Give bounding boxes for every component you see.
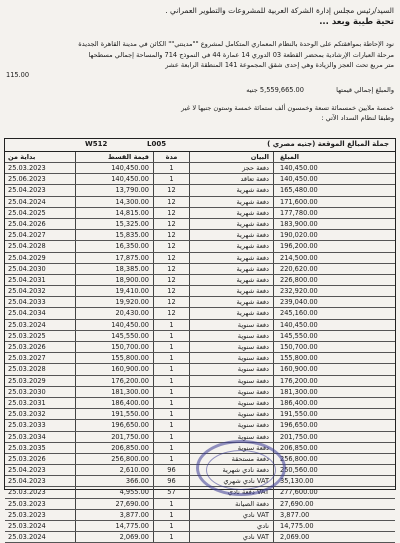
table-row xyxy=(5,297,395,308)
payment-plan-intro: وطبقا لنظام السداد الآتي : xyxy=(321,114,394,122)
total-line xyxy=(246,86,394,95)
cell-amount: 239,040.00 xyxy=(273,297,395,307)
cell-amount: 256,800.00 xyxy=(273,454,395,464)
cell-description: دفعة شهرية xyxy=(189,219,273,229)
cell-duration: 1 xyxy=(153,364,189,374)
cell-amount: 250,560.00 xyxy=(273,465,395,475)
cell-installment: 155,800.00 xyxy=(75,353,153,363)
table-row xyxy=(5,409,395,420)
cell-installment: 366.00 xyxy=(75,476,153,486)
cell-duration: 1 xyxy=(153,521,189,531)
cell-duration: 1 xyxy=(153,510,189,520)
cell-duration: 1 xyxy=(153,443,189,453)
cell-amount: 171,600.00 xyxy=(273,197,395,207)
table-row xyxy=(5,308,395,319)
cell-date: 25.04.2033 xyxy=(8,298,46,307)
cell-duration: 96 xyxy=(153,476,189,486)
cell-date: 25.04.2023 xyxy=(8,477,46,486)
cell-installment: 140,450.00 xyxy=(75,163,153,173)
cell-installment: 19,410.00 xyxy=(75,286,153,296)
cell-date: 25.03.2025 xyxy=(8,331,46,340)
cell-date: 25.03.2035 xyxy=(8,443,46,452)
cell-amount: 196,200.00 xyxy=(273,241,395,251)
cell-amount: 140,450.00 xyxy=(273,174,395,184)
table-row xyxy=(5,197,395,208)
cell-installment: 206,850.00 xyxy=(75,443,153,453)
table-row xyxy=(5,320,395,331)
cell-installment: 256,800.00 xyxy=(75,454,153,464)
table-header-row xyxy=(5,152,395,163)
cell-date: 25.03.2028 xyxy=(8,365,46,374)
total-currency: جنيه xyxy=(246,86,258,94)
table-body xyxy=(5,163,395,543)
cell-description: دفعة شهرية xyxy=(189,297,273,307)
cell-description: دفعة شهرية xyxy=(189,308,273,318)
cell-date: 25.04.2028 xyxy=(8,242,46,251)
cell-description: دفعة سنوية xyxy=(189,432,273,442)
cell-amount: 181,300.00 xyxy=(273,387,395,397)
cell-amount: 196,650.00 xyxy=(273,420,395,430)
payment-schedule-table xyxy=(4,138,396,542)
cell-installment: 4,955.00 xyxy=(75,487,153,497)
cell-duration: 1 xyxy=(153,398,189,408)
cell-description: دفعة شهرية xyxy=(189,241,273,251)
table-row xyxy=(5,253,395,264)
addressee-line: السيد/رئيس مجلس إدارة الشركة العربية للمشروعات والتطوير العمراني . xyxy=(165,6,394,15)
cell-installment: 186,400.00 xyxy=(75,398,153,408)
table-title: جملة المبالغ الموقعة (جنيه مصري ) xyxy=(267,140,389,148)
cell-duration: 1 xyxy=(153,376,189,386)
cell-installment: 14,815.00 xyxy=(75,208,153,218)
cell-duration: 1 xyxy=(153,454,189,464)
cell-duration: 12 xyxy=(153,197,189,207)
cell-date: 25.03.2024 xyxy=(8,522,46,530)
cell-installment: 3,877.00 xyxy=(75,510,153,520)
cell-description: نادي xyxy=(189,521,273,531)
cell-installment: 18,385.00 xyxy=(75,264,153,274)
header-amount: المبلغ xyxy=(273,152,395,162)
table-row xyxy=(5,286,395,297)
cell-amount: 206,850.00 xyxy=(273,443,395,453)
cell-installment: 140,450.00 xyxy=(75,320,153,330)
cell-duration: 1 xyxy=(153,532,189,542)
cell-amount: 191,550.00 xyxy=(273,409,395,419)
table-row xyxy=(5,208,395,219)
body-line-3: متر مربع تحت العجز والزيادة وهي إحدى شقق المجموعة 141 المنطقة الرابعة عشر xyxy=(165,61,394,69)
cell-installment: 19,920.00 xyxy=(75,297,153,307)
table-row xyxy=(5,487,395,498)
cell-description: دفعة سنوية xyxy=(189,409,273,419)
cell-amount: 35,130.00 xyxy=(273,476,395,486)
cell-description: دفعة سنوية xyxy=(189,320,273,330)
cell-duration: 1 xyxy=(153,320,189,330)
cell-description: دفعة سنوية xyxy=(189,364,273,374)
greeting-line: تحية طيبة وبعد ... xyxy=(319,17,394,27)
cell-amount: 277,600.00 xyxy=(273,487,395,497)
cell-amount: 14,775.00 xyxy=(273,521,395,531)
table-row xyxy=(5,432,395,443)
cell-date: 25.03.2029 xyxy=(8,376,46,385)
table-row xyxy=(5,465,395,476)
cell-installment: 18,900.00 xyxy=(75,275,153,285)
cell-description: دفعة شهرية xyxy=(189,208,273,218)
cell-date: 25.03.2026 xyxy=(8,343,46,351)
table-row xyxy=(5,174,395,185)
cell-installment: 191,550.00 xyxy=(75,409,153,419)
cell-date: 25.04.2032 xyxy=(8,287,46,296)
cell-duration: 1 xyxy=(153,432,189,442)
cell-installment: 160,900.00 xyxy=(75,364,153,374)
cell-date: 25.04.2023 xyxy=(8,466,46,475)
cell-date: 25.04.2030 xyxy=(8,264,46,273)
cell-duration: 1 xyxy=(153,342,189,352)
cell-date: 25.06.2023 xyxy=(8,175,46,184)
table-row xyxy=(5,454,395,465)
cell-amount: 155,800.00 xyxy=(273,353,395,363)
cell-description: دفعة سنوية xyxy=(189,376,273,386)
cell-date: 25.03.2027 xyxy=(8,354,46,363)
cell-installment: 15,835.00 xyxy=(75,230,153,240)
cell-amount: 220,620.00 xyxy=(273,264,395,274)
cell-duration: 57 xyxy=(153,487,189,497)
cell-duration: 1 xyxy=(153,409,189,419)
body-line-2: مرحلة العبارات الإرشادية بمحضر القطعة 03 الدوري 14 عمارة 44 في النموذج 714 والمساحة إجمالي مسطحها xyxy=(88,51,394,59)
total-in-words: خمسة ملايين خمسمائة تسعة وخمسون ألف ستمائة خمسة وستون جنيها لا غير xyxy=(181,104,394,112)
cell-installment: 2,069.00 xyxy=(75,532,153,542)
cell-installment: 201,750.00 xyxy=(75,432,153,442)
table-row xyxy=(5,241,395,252)
cell-date: 25.03.2023 xyxy=(8,488,46,497)
cell-installment: 27,690.00 xyxy=(75,499,153,509)
table-row xyxy=(5,353,395,364)
cell-date: 25.04.2024 xyxy=(8,197,46,206)
table-row xyxy=(5,275,395,286)
table-row xyxy=(5,499,395,510)
cell-amount: 226,800.00 xyxy=(273,275,395,285)
cell-description: دفعة سنوية xyxy=(189,420,273,430)
cell-duration: 1 xyxy=(153,420,189,430)
cell-duration: 1 xyxy=(153,331,189,341)
cell-installment: 20,430.00 xyxy=(75,308,153,318)
cell-amount: 214,500.00 xyxy=(273,253,395,263)
header-date: بداية من xyxy=(8,153,36,161)
unit-code-2: L005 xyxy=(147,140,167,148)
cell-amount: 176,200.00 xyxy=(273,376,395,386)
table-row xyxy=(5,476,395,487)
total-label: والمبلغ إجمالي قيمتها xyxy=(336,86,394,94)
table-row xyxy=(5,387,395,398)
cell-installment: 13,790.00 xyxy=(75,185,153,195)
cell-description: دفعة مستحقة xyxy=(189,454,273,464)
cell-amount: 186,400.00 xyxy=(273,398,395,408)
table-row xyxy=(5,364,395,375)
cell-duration: 12 xyxy=(153,219,189,229)
cell-duration: 12 xyxy=(153,253,189,263)
cell-description: دفعة حجز xyxy=(189,163,273,173)
cell-description: دفعة شهرية xyxy=(189,253,273,263)
cell-amount: 190,020.00 xyxy=(273,230,395,240)
cell-date: 25.03.2030 xyxy=(8,387,46,396)
table-row xyxy=(5,342,395,353)
table-title-bar xyxy=(5,139,395,152)
cell-installment: 2,610.00 xyxy=(75,465,153,475)
total-value: 5,559,665.00 xyxy=(259,86,304,94)
cell-duration: 1 xyxy=(153,353,189,363)
table-row xyxy=(5,331,395,342)
cell-description: VAT نادي شهري xyxy=(189,476,273,486)
table-row xyxy=(5,230,395,241)
cell-installment: 14,300.00 xyxy=(75,197,153,207)
cell-description: دفعة سنوية xyxy=(189,331,273,341)
cell-installment: 16,350.00 xyxy=(75,241,153,251)
cell-duration: 1 xyxy=(153,387,189,397)
cell-amount: 232,920.00 xyxy=(273,286,395,296)
cell-installment: 17,875.00 xyxy=(75,253,153,263)
header-duration: مدة xyxy=(153,152,189,162)
table-row xyxy=(5,163,395,174)
cell-installment: 14,775.00 xyxy=(75,521,153,531)
cell-description: دفعة سنوية xyxy=(189,387,273,397)
cell-amount: 27,690.00 xyxy=(273,499,395,509)
cell-date: 25.03.2023 xyxy=(8,510,46,519)
cell-date: 25.04.2025 xyxy=(8,208,46,217)
cell-amount: 160,900.00 xyxy=(273,364,395,374)
cell-date: 25.03.2024 xyxy=(8,320,46,329)
cell-description: دفعة شهرية xyxy=(189,185,273,195)
cell-date: 25.03.2033 xyxy=(8,421,46,430)
cell-amount: 201,750.00 xyxy=(273,432,395,442)
cell-date: 25.04.2027 xyxy=(8,231,46,240)
cell-duration: 12 xyxy=(153,241,189,251)
body-line-1: نود الإحاطة بموافقتكم على الوحدة بالنظام المعماري المتكامل لمشروع ""مدينتي"" الكائن في مدينة القاهرة الجديدة xyxy=(78,40,394,48)
table-row xyxy=(5,219,395,230)
header-description: البيان xyxy=(189,152,273,162)
cell-date: 25.04.2029 xyxy=(8,253,46,262)
cell-duration: 1 xyxy=(153,163,189,173)
cell-duration: 12 xyxy=(153,208,189,218)
header-installment: قيمة القسط xyxy=(75,152,153,162)
cell-installment: 150,700.00 xyxy=(75,342,153,352)
cell-amount: 145,550.00 xyxy=(273,331,395,341)
cell-duration: 12 xyxy=(153,264,189,274)
cell-description: دفعة نادي شهرية xyxy=(189,465,273,475)
table-row xyxy=(5,264,395,275)
cell-amount: 177,780.00 xyxy=(273,208,395,218)
cell-description: دفعة شهرية xyxy=(189,286,273,296)
table-row xyxy=(5,510,395,521)
cell-date: 25.03.2031 xyxy=(8,398,46,407)
cell-installment: 140,450.00 xyxy=(75,174,153,184)
cell-description: دفعة الصيانة xyxy=(189,499,273,509)
cell-duration: 12 xyxy=(153,297,189,307)
cell-date: 25.03.2034 xyxy=(8,432,46,441)
cell-duration: 12 xyxy=(153,230,189,240)
cell-description: دفعة شهرية xyxy=(189,230,273,240)
cell-date: 25.03.2032 xyxy=(8,410,46,419)
cell-description: VAT نادي xyxy=(189,510,273,520)
table-row xyxy=(5,376,395,387)
cell-duration: 12 xyxy=(153,275,189,285)
cell-date: 25.03.2026 xyxy=(8,454,46,463)
table-row xyxy=(5,532,395,543)
cell-date: 25.03.2023 xyxy=(8,499,46,508)
unit-code-1: W512 xyxy=(85,140,108,148)
cell-installment: 196,650.00 xyxy=(75,420,153,430)
cell-amount: 245,160.00 xyxy=(273,308,395,318)
table-row xyxy=(5,443,395,454)
cell-installment: 15,325.00 xyxy=(75,219,153,229)
cell-description: دفعة سنوية xyxy=(189,443,273,453)
cell-date: 25.03.2024 xyxy=(8,533,46,542)
table-row xyxy=(5,185,395,196)
cell-duration: 12 xyxy=(153,185,189,195)
cell-description: VAT دفعة نادي xyxy=(189,487,273,497)
cell-description: دفعة سنوية xyxy=(189,342,273,352)
cell-installment: 181,300.00 xyxy=(75,387,153,397)
cell-description: VAT نادي xyxy=(189,532,273,542)
cell-amount: 2,069.00 xyxy=(273,532,395,542)
cell-amount: 3,877.00 xyxy=(273,510,395,520)
cell-description: دفعة شهرية xyxy=(189,275,273,285)
cell-amount: 165,480.00 xyxy=(273,185,395,195)
table-row xyxy=(5,398,395,409)
cell-amount: 140,450.00 xyxy=(273,320,395,330)
cell-duration: 1 xyxy=(153,174,189,184)
area-value: 115.00 xyxy=(6,71,30,79)
cell-date: 25.04.2031 xyxy=(8,275,46,284)
cell-amount: 183,900.00 xyxy=(273,219,395,229)
cell-date: 25.04.2034 xyxy=(8,309,46,318)
cell-description: دفعة شهرية xyxy=(189,197,273,207)
table-row xyxy=(5,521,395,532)
cell-description: دفعة شهرية xyxy=(189,264,273,274)
cell-amount: 150,700.00 xyxy=(273,342,395,352)
table-row xyxy=(5,420,395,431)
cell-description: دفعة سنوية xyxy=(189,398,273,408)
cell-amount: 140,450.00 xyxy=(273,163,395,173)
cell-duration: 12 xyxy=(153,286,189,296)
cell-installment: 145,550.00 xyxy=(75,331,153,341)
cell-description: دفعة تعاقد xyxy=(189,174,273,184)
cell-duration: 12 xyxy=(153,308,189,318)
cell-date: 25.04.2026 xyxy=(8,219,46,228)
cell-installment: 176,200.00 xyxy=(75,376,153,386)
cell-description: دفعة سنوية xyxy=(189,353,273,363)
cell-date: 25.04.2023 xyxy=(8,186,46,195)
cell-duration: 1 xyxy=(153,499,189,509)
cell-date: 25.03.2023 xyxy=(8,164,46,172)
cell-duration: 96 xyxy=(153,465,189,475)
